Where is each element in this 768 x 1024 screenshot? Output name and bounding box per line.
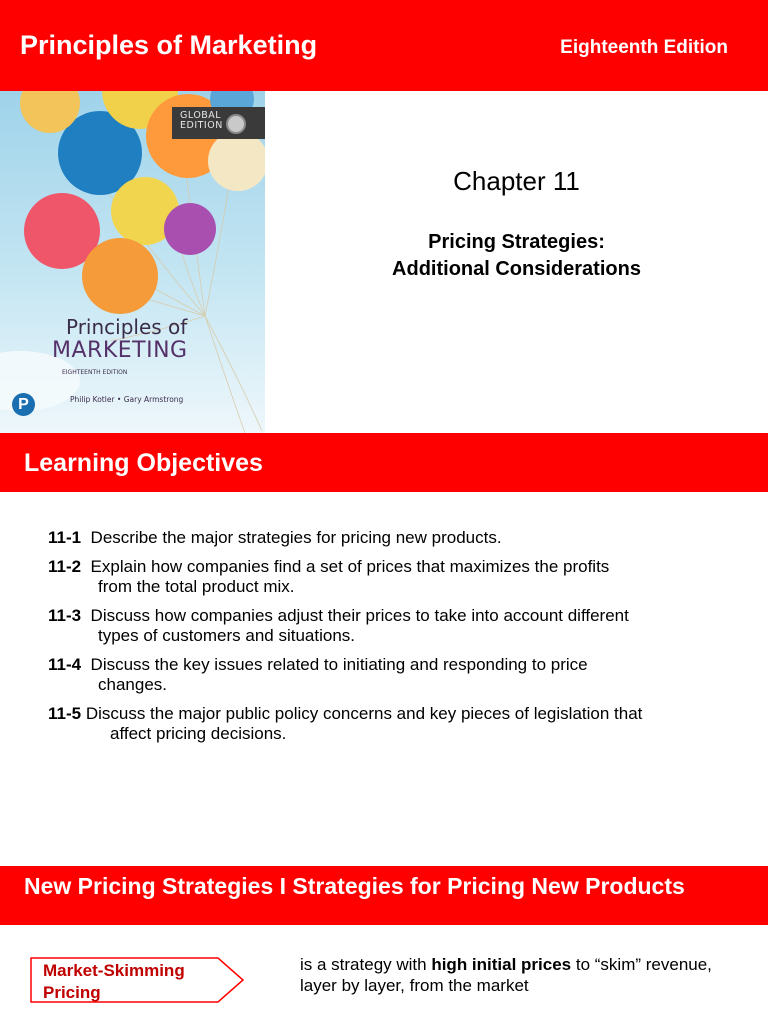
learning-objectives-band <box>0 433 768 492</box>
pearson-logo-icon: P <box>12 393 35 416</box>
new-pricing-heading: New Pricing Strategies I Strategies for Pricing New Products <box>24 873 685 899</box>
objectives-list <box>48 528 748 753</box>
objective-item <box>48 557 748 597</box>
balloons-illustration <box>0 91 265 433</box>
objective-item <box>48 606 748 646</box>
global-edition-badge <box>172 107 265 139</box>
learning-objectives-heading: Learning Objectives <box>24 449 263 477</box>
objective-number: 11-1 <box>48 528 82 547</box>
market-skimming-tag <box>30 956 245 1004</box>
objective-text: Discuss how companies adjust their prices to take into account different <box>90 606 629 625</box>
objective-text-continued: affect pricing decisions. <box>110 724 287 743</box>
objective-text-continued: from the total product mix. <box>98 577 295 596</box>
objective-item <box>48 528 748 548</box>
book-cover-image <box>0 91 265 433</box>
objective-number: 11-4 <box>48 655 82 674</box>
objective-text-continued: types of customers and situations. <box>98 626 356 645</box>
global-edition-text: GLOBAL EDITION <box>180 110 223 131</box>
market-skimming-label-line1: Market-Skimming <box>43 961 185 980</box>
cover-title-line1: Principles of <box>66 315 188 339</box>
new-pricing-band <box>0 866 768 925</box>
chapter-title: Chapter 11 <box>453 166 580 196</box>
header-band <box>0 0 768 91</box>
cover-authors: Philip Kotler • Gary Armstrong <box>70 395 184 404</box>
market-skimming-description <box>300 954 750 996</box>
cover-title-line2: MARKETING <box>52 338 188 363</box>
objective-number: 11-2 <box>48 557 82 576</box>
chapter-subtitle-line2: Additional Considerations <box>392 258 641 280</box>
objective-text: Discuss the major public policy concerns and key pieces of legislation that <box>85 704 643 723</box>
market-skimming-label <box>43 960 185 1004</box>
objective-text-continued: changes. <box>98 675 167 694</box>
globe-icon <box>226 114 246 134</box>
objective-text: Describe the major strategies for pricing new products. <box>90 528 502 547</box>
description-text: is a strategy with <box>300 955 432 974</box>
chapter-subtitle <box>265 229 768 283</box>
book-title: Principles of Marketing <box>20 30 318 60</box>
objective-number: 11-3 <box>48 606 82 625</box>
objective-item <box>48 704 748 744</box>
description-emphasis: high initial prices <box>431 955 572 974</box>
objective-text: Discuss the key issues related to initiating and responding to price <box>90 655 588 674</box>
edition-label: Eighteenth Edition <box>560 37 728 58</box>
description-text-end: to “skim” revenue, layer by layer, from the market <box>300 955 712 995</box>
objective-item <box>48 655 748 695</box>
market-skimming-label-line2: Pricing <box>43 983 101 1002</box>
objective-number: 11-5 <box>48 704 82 723</box>
chapter-subtitle-line1: Pricing Strategies: <box>428 231 605 253</box>
cover-edition-line: EIGHTEENTH EDITION <box>62 369 128 376</box>
objective-text: Explain how companies find a set of prices that maximizes the profits <box>90 557 610 576</box>
